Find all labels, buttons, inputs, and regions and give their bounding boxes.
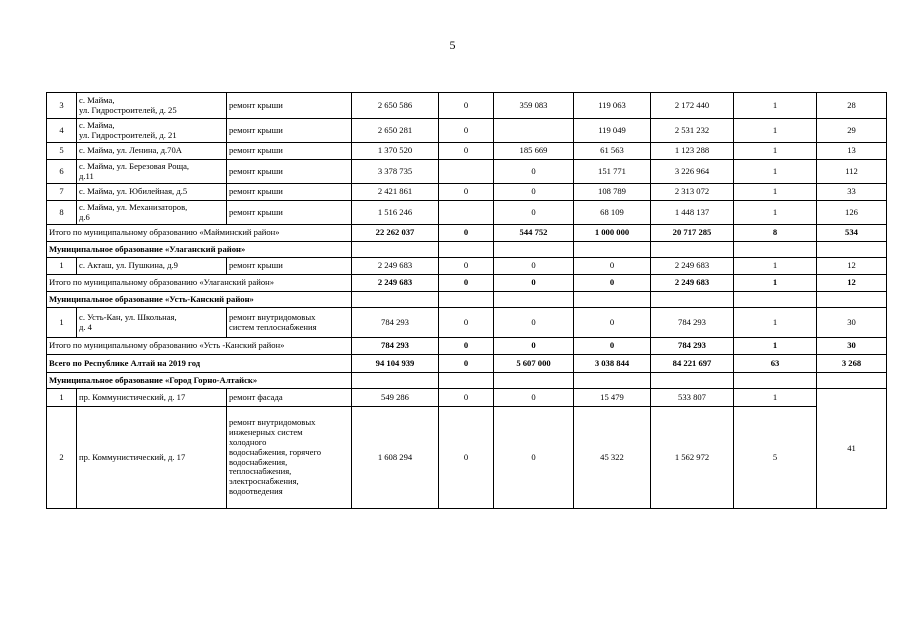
- value-cell: 2 249 683: [651, 275, 734, 292]
- empty-cell: [494, 242, 574, 258]
- section-header-row: [47, 373, 887, 389]
- value-cell: 0: [574, 258, 651, 275]
- value-cell: 784 293: [651, 308, 734, 338]
- work-type-cell: ремонт крыши: [227, 201, 352, 225]
- value-cell: 119 063: [574, 93, 651, 119]
- address-cell: пр. Коммунистический, д. 17: [77, 389, 227, 407]
- total-cost-cell: 2 650 586: [352, 93, 439, 119]
- value-cell: 0: [439, 308, 494, 338]
- value-cell: 0: [439, 93, 494, 119]
- value-cell: 3 038 844: [574, 355, 651, 373]
- table-row: [47, 93, 887, 119]
- empty-cell: [574, 373, 651, 389]
- total-cost-cell: 2 249 683: [352, 275, 439, 292]
- value-cell: 5 607 000: [494, 355, 574, 373]
- total-row: [47, 225, 887, 242]
- value-cell: 0: [494, 275, 574, 292]
- grand-total-row: [47, 355, 887, 373]
- value-cell: [439, 201, 494, 225]
- value-cell: 0: [439, 407, 494, 509]
- empty-cell: [817, 373, 887, 389]
- empty-cell: [352, 292, 439, 308]
- value-cell: 0: [574, 338, 651, 355]
- value-cell: 0: [494, 389, 574, 407]
- section-title: Муниципальное образование «Улаганский район»: [47, 242, 352, 258]
- total-cost-cell: 549 286: [352, 389, 439, 407]
- empty-cell: [651, 242, 734, 258]
- value-cell: 2 531 232: [651, 119, 734, 143]
- value-cell: 1: [734, 258, 817, 275]
- value-cell: 13: [817, 143, 887, 160]
- work-type-cell: ремонт внутридомовых систем теплоснабжения: [227, 308, 352, 338]
- value-cell: 12: [817, 275, 887, 292]
- value-cell: 1: [734, 308, 817, 338]
- section-title: Муниципальное образование «Усть-Канский район»: [47, 292, 352, 308]
- value-cell: 8: [734, 225, 817, 242]
- row-number: 8: [47, 201, 77, 225]
- address-cell: с. Майма, ул. Ленина, д.70А: [77, 143, 227, 160]
- value-cell: 534: [817, 225, 887, 242]
- total-cost-cell: 784 293: [352, 308, 439, 338]
- value-cell: 0: [494, 201, 574, 225]
- empty-cell: [439, 292, 494, 308]
- value-cell: 151 771: [574, 160, 651, 184]
- row-number: 1: [47, 308, 77, 338]
- value-cell: 63: [734, 355, 817, 373]
- value-cell: [494, 119, 574, 143]
- value-cell: 0: [439, 389, 494, 407]
- value-cell: 1: [734, 143, 817, 160]
- value-cell: 20 717 285: [651, 225, 734, 242]
- total-cost-cell: 2 421 861: [352, 184, 439, 201]
- value-cell: 0: [574, 308, 651, 338]
- table-row: [47, 160, 887, 184]
- row-number: 3: [47, 93, 77, 119]
- empty-cell: [574, 242, 651, 258]
- total-label: Итого по муниципальному образованию «Майминский район»: [47, 225, 352, 242]
- value-cell: 0: [494, 338, 574, 355]
- work-type-cell: ремонт крыши: [227, 258, 352, 275]
- work-type-cell: ремонт крыши: [227, 119, 352, 143]
- table-row: [47, 308, 887, 338]
- empty-cell: [651, 373, 734, 389]
- total-cost-cell: 1 370 520: [352, 143, 439, 160]
- empty-cell: [817, 242, 887, 258]
- total-row: [47, 275, 887, 292]
- value-cell: 0: [494, 407, 574, 509]
- section-header-row: [47, 292, 887, 308]
- empty-cell: [734, 292, 817, 308]
- value-cell: 3 226 964: [651, 160, 734, 184]
- value-cell: 30: [817, 338, 887, 355]
- value-cell: 1: [734, 160, 817, 184]
- address-cell: с. Майма, ул. Березовая Роща, д.11: [77, 160, 227, 184]
- empty-cell: [734, 242, 817, 258]
- value-cell: 0: [494, 184, 574, 201]
- value-cell: 544 752: [494, 225, 574, 242]
- value-cell: 784 293: [651, 338, 734, 355]
- value-cell: 68 109: [574, 201, 651, 225]
- value-cell: 533 807: [651, 389, 734, 407]
- value-cell: 45 322: [574, 407, 651, 509]
- value-cell: 108 789: [574, 184, 651, 201]
- table-row: [47, 201, 887, 225]
- value-cell: 185 669: [494, 143, 574, 160]
- value-cell: 2 172 440: [651, 93, 734, 119]
- value-cell: 0: [439, 258, 494, 275]
- total-label: Итого по муниципальному образованию «Усть -Канский район»: [47, 338, 352, 355]
- page-number: 5: [449, 38, 456, 52]
- value-cell: 0: [439, 184, 494, 201]
- row-number: 1: [47, 258, 77, 275]
- empty-cell: [651, 292, 734, 308]
- empty-cell: [734, 373, 817, 389]
- table-row: [47, 407, 887, 509]
- row-number: 2: [47, 407, 77, 509]
- value-cell: 28: [817, 93, 887, 119]
- value-cell: 0: [439, 119, 494, 143]
- work-type-cell: ремонт крыши: [227, 160, 352, 184]
- work-type-cell: ремонт крыши: [227, 93, 352, 119]
- value-cell: 119 049: [574, 119, 651, 143]
- address-cell: с. Майма, ул. Юбилейная, д.5: [77, 184, 227, 201]
- table-row: [47, 258, 887, 275]
- value-cell: 29: [817, 119, 887, 143]
- empty-cell: [817, 292, 887, 308]
- row-number: 4: [47, 119, 77, 143]
- value-cell: 0: [439, 143, 494, 160]
- grand-total-label: Всего по Республике Алтай на 2019 год: [47, 355, 352, 373]
- value-cell: 15 479: [574, 389, 651, 407]
- empty-cell: [439, 242, 494, 258]
- total-cost-cell: 784 293: [352, 338, 439, 355]
- value-cell: 1: [734, 338, 817, 355]
- value-cell: 1: [734, 201, 817, 225]
- section-header-row: [47, 242, 887, 258]
- value-cell: 61 563: [574, 143, 651, 160]
- total-cost-cell: 22 262 037: [352, 225, 439, 242]
- address-cell: с. Акташ, ул. Пушкина, д.9: [77, 258, 227, 275]
- empty-cell: [352, 373, 439, 389]
- value-cell: 0: [439, 338, 494, 355]
- value-cell: 12: [817, 258, 887, 275]
- value-cell: 0: [439, 275, 494, 292]
- work-type-cell: ремонт внутридомовых инженерных систем холодного водоснабжения, горячего водоснабжения, теплоснабжения, электроснабжения, водоотведения: [227, 407, 352, 509]
- value-cell: 0: [494, 258, 574, 275]
- empty-cell: [439, 373, 494, 389]
- address-cell: с. Майма, ул. Механизаторов, д.6: [77, 201, 227, 225]
- value-cell: 1 000 000: [574, 225, 651, 242]
- total-cost-cell: 1 516 246: [352, 201, 439, 225]
- total-cost-cell: 3 378 735: [352, 160, 439, 184]
- row-number: 1: [47, 389, 77, 407]
- table-row: [47, 389, 887, 407]
- value-cell: 2 313 072: [651, 184, 734, 201]
- table-row: [47, 119, 887, 143]
- work-type-cell: ремонт фасада: [227, 389, 352, 407]
- row-number: 5: [47, 143, 77, 160]
- empty-cell: [494, 373, 574, 389]
- total-cost-cell: 2 249 683: [352, 258, 439, 275]
- value-cell: 359 083: [494, 93, 574, 119]
- value-cell: 3 268: [817, 355, 887, 373]
- row-number: 7: [47, 184, 77, 201]
- value-cell: 0: [494, 308, 574, 338]
- table-row: [47, 143, 887, 160]
- section-title: Муниципальное образование «Город Горно-Алтайск»: [47, 373, 352, 389]
- address-cell: пр. Коммунистический, д. 17: [77, 407, 227, 509]
- value-cell: 0: [574, 275, 651, 292]
- value-cell: 1: [734, 389, 817, 407]
- value-cell: 1 123 288: [651, 143, 734, 160]
- empty-cell: [494, 292, 574, 308]
- value-cell: 5: [734, 407, 817, 509]
- total-cost-cell: 1 608 294: [352, 407, 439, 509]
- work-type-cell: ремонт крыши: [227, 184, 352, 201]
- empty-cell: [352, 242, 439, 258]
- total-cost-cell: 94 104 939: [352, 355, 439, 373]
- row-number: 6: [47, 160, 77, 184]
- value-cell: 1: [734, 275, 817, 292]
- value-cell: 112: [817, 160, 887, 184]
- value-cell: 1: [734, 119, 817, 143]
- value-cell: 0: [439, 355, 494, 373]
- value-cell: 1 562 972: [651, 407, 734, 509]
- value-cell: 2 249 683: [651, 258, 734, 275]
- total-row: [47, 338, 887, 355]
- table-row: [47, 184, 887, 201]
- value-cell: 0: [439, 225, 494, 242]
- value-cell: 33: [817, 184, 887, 201]
- value-cell: 30: [817, 308, 887, 338]
- table-body: [47, 93, 887, 509]
- address-cell: с. Майма, ул. Гидростроителей, д. 21: [77, 119, 227, 143]
- value-cell: 1: [734, 93, 817, 119]
- value-cell: 1: [734, 184, 817, 201]
- total-cost-cell: 2 650 281: [352, 119, 439, 143]
- repair-program-table: [46, 92, 887, 509]
- empty-cell: [574, 292, 651, 308]
- value-cell: 126: [817, 201, 887, 225]
- work-type-cell: ремонт крыши: [227, 143, 352, 160]
- value-cell: 84 221 697: [651, 355, 734, 373]
- value-cell: 0: [494, 160, 574, 184]
- total-label: Итого по муниципальному образованию «Улаганский район»: [47, 275, 352, 292]
- value-cell: 1 448 137: [651, 201, 734, 225]
- value-cell: [439, 160, 494, 184]
- address-cell: с. Майма, ул. Гидростроителей, д. 25: [77, 93, 227, 119]
- value-cell-merged: 41: [817, 389, 887, 509]
- address-cell: с. Усть-Кан, ул. Школьная, д. 4: [77, 308, 227, 338]
